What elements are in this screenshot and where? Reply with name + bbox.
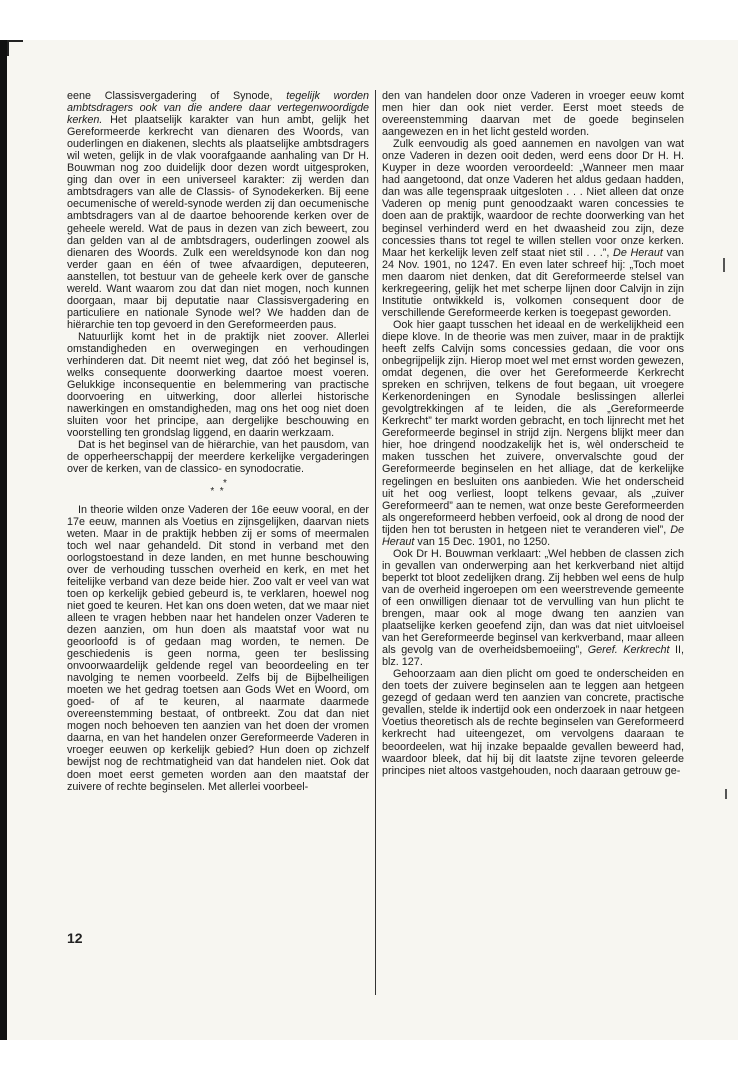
separator-star-1: * — [223, 477, 227, 489]
text-segment: Zulk eenvoudig als goed aannemen en navolgen van wat onze Vaderen in dezen ooit deden, werd eens door Dr H. H. Kuyper in deze woorden veroordeeld: „Wanneer men maar had aangetoond, dat onze Vaderen het aldus gedaan hadden, dan was alle tegenspraak uitgesloten . . . Niet alleen dat onze Vaderen op menig punt genoodzaakt waren concessies te doen aan de praktijk, waardoor de rechte doorwerking van het beginsel verhinderd werd en het dwaasheid zou zijn, deze concessies thans tot regel te willen stellen voor onze kerken. Maar het kerkelijk leven zelf staat niet stil . . .”, — [382, 138, 684, 259]
right-column-text — [382, 90, 684, 777]
book-page — [7, 40, 738, 1068]
text-segment: II, blz. 127. — [382, 644, 684, 669]
text-segment: Het plaatselijk karakter van hun ambt, gelijk het Gereformeerde kerkrecht van dienaren des Woords, van ouderlingen en diakenen, slechts als plaatselijke ambtsdragers wil weten, gelijk in de vlak voorafgaande aanhaling van Dr H. Bouwman nog zoo duidelijk door dezen wordt uitgesproken, ging dan over in een universeel karakter: zij werden dan ambtsdragers van alle de Classis- of Synodekerken. Bij eene oecumenische of wereld-synode werden zij dan oecumenische ambtsdragers van al de daartoe behoorende kerken over de geheele wereld. Wat de paus in dezen van zich beweert, zou dan gelden van al de ambtsdragers, ouderlingen zoowel als dienaren des Woords. Zulk een wereldsynode kon dan nog verder gaan en één of twee afvaardigen, deputeeren, aanstellen, tot bestuur van de geheele kerk over de gansche wereld. Want waarom zou dat dan niet mogen, noch kunnen doorgaan, maar bij deputatie naar Classisvergadering en particuliere en nationale Synode wel? We hadden dan de hiërarchie ten top gevoerd in den Gereformeerden paus. — [67, 114, 369, 331]
paragraph — [382, 668, 684, 776]
left-column — [67, 90, 369, 975]
italic-text-segment: De Heraut — [382, 523, 684, 548]
text-segment: In theorie wilden onze Vaderen der 16e eeuw vooral, en der 17e eeuw, mannen als Voetius en zijnsgelijken, daarvan niets weten. Maar in de praktijk hebben zij er soms of meermalen toch wel naar gehandeld. Dit stond in verband met den oorlogstoestand in deze landen, en met hunne beschouwing over de verhouding tusschen overheid en kerk, en met het feitelijke verband van deze beide hier. Zoo valt er veel van wat toen op kerkelijk gebied gebeurd is, te verklaren, hoewel nog niet goed te keuren. Het kan ons doen weten, dat we maar niet alleen te vragen hebben naar het handelen onzer Vaderen te dezen aanzien, om hun doen als maatstaf voor wat nu geoorloofd is of gedaan mag worden, te nemen. De geschiedenis is geen norma, geen ter beslissing onvoorwaardelijk geldende regel van beoordeeling en ter navolging te nemen voorbeeld. Zelfs bij de Bijbelheiligen moeten we het gedrag toetsen aan Gods Wet en Woord, om goed- of af te keuren, al naarmate daarmede overeenstemming bestaat, of ontbreekt. Zou dat dan niet mogen noch behoeven ten aanzien van het doen der vromen daarna, en van het handelen onzer Gereformeerde Vaderen in vroeger eeuwen op kerkelijk gebied? Hun doen op zichzelf bewijst nog de rechtmatigheid van dat handelen niet. Ook dat doen moet eerst gemeten worden aan den maatstaf der zuivere of rechte beginselen. Met allerlei voorbeel- — [67, 503, 369, 793]
scan-top-margin — [0, 0, 738, 40]
paragraph — [382, 548, 684, 668]
left-column-text-before-stars — [67, 90, 369, 476]
section-separator-stars — [67, 477, 369, 497]
margin-mark — [725, 789, 727, 799]
paragraph — [67, 90, 369, 331]
text-segment: Ook Dr H. Bouwman verklaart: „Wel hebben de classen zich in gevallen van onderwerping aan het kerkverband niet altijd beperkt tot bloot zedelijken drang. Zij hebben wel eens de hulp van de overheid ingeroepen om een weerstrevende gemeente of een onwilligen dienaar tot de vervulling van hun plicht te brengen, maar ook al moge dwang ten aanzien van plaatselijke kerken geoefend zijn, dan was dat niet uitvloeisel van het Gereformeerde beginsel van kerkverband, maar alleen als gevolg van de overheidsbemoeiing”, — [382, 547, 684, 657]
text-segment: Gehoorzaam aan dien plicht om goed te onderscheiden en den toets der zuivere beginselen aan te leggen aan hetgeen gezegd of gedaan werd ten aanzien van concrete, practische gevallen, stelde ik indertijd ook een onderzoek in naar hetgeen Voetius theoretisch als de rechte beginselen van Gereformeerd kerkrecht had uiteengezet, om vervolgens daaraan te beoordeelen, wat hij inzake bepaalde gevallen beweerd had, waardoor bleek, dat hij bij dit laatste zijne tevoren geleerde principes niet altoos vastgehouden, noch daaraan getrouw ge- — [382, 668, 684, 777]
separator-star-3: * — [219, 485, 224, 497]
italic-text-segment: Geref. Kerkrecht — [587, 644, 670, 657]
right-column — [382, 90, 684, 975]
paragraph — [67, 331, 369, 439]
paragraph — [382, 319, 684, 548]
separator-star-2: * — [210, 485, 215, 497]
text-segment: van 24 Nov. 1901, no 1247. En even later schreef hij: „Toch moet men daarom niet denken, dat dit Gereformeerde stelsel van kerkregeering, gelijk het met scherpe lijnen door Calvijn in zijn Institutie ontwikkeld is, volkomen consequent door de verschillende Gereformeerde kerken is toegepast geworden. — [382, 246, 684, 319]
text-segment: Natuurlijk komt het in de praktijk niet zoover. Allerlei omstandigheden en overwegingen en verhoudingen verhinderen dat. Dit neemt niet weg, dat zóó het beginsel is, welks consequente doorwerking daartoe moest voeren. Gelukkige inconsequentie en belemmering van practische doorvoering en uitwerking, door allerlei historische nawerkingen en omstandigheden, mag ons het oog niet doen sluiten voor het principe, aan dergelijke beschouwing en voorstelling ten grondslag liggend, en daarin werkzaam. — [67, 330, 369, 440]
text-segment: Dat is het beginsel van de hiërarchie, van het pausdom, van de opperheerschappij der meerdere kerkelijke vergaderingen over de kerken, van de classico- en synodocratie. — [67, 439, 369, 476]
page-corner-mark — [7, 40, 23, 56]
text-segment: eene Classisvergadering of Synode, — [67, 90, 287, 102]
left-column-text-after-stars — [67, 504, 369, 793]
separator-star-2-3 — [67, 485, 369, 497]
scan-dark-border — [0, 40, 7, 1040]
italic-text-segment: tegelijk worden ambtsdragers ook van die andere daar vertegenwoordigde kerken. — [67, 90, 369, 127]
scan-bottom-margin — [7, 1040, 738, 1068]
column-divider — [375, 90, 376, 995]
margin-mark — [723, 258, 725, 272]
text-segment: Ook hier gaapt tusschen het ideaal en de werkelijkheid een diepe klove. In de theorie was men zuiver, maar in de praktijk heeft zelfs Calvijn soms concessies gedaan, die voor ons onbegrijpelijk zijn. Hierop moet wel met ernst worden gewezen, omdat degenen, die over het Gereformeerde Kerkrecht spreken en schrijven, telkens de fout begaan, uit vroegere Kerkenordeningen en Synodale beslissingen allerlei gevolgtrekkingen af te leiden, die als „Gereformeerde Kerkrecht” ter markt worden gebracht, en toch lijnrecht met het Gereformeerde beginsel in strijd zijn. Nergens blijkt meer dan hier, hoe dringend noodzakelijk het is, wèl onderscheid te maken tusschen het zuivere, onvervalschte goud der Gereformeerde beginselen en het alliage, dat de kerkelijke regelingen en besluiten ons aanbieden. Wie het onderscheid uit het oog verliest, loopt telkens gevaar, als „zuiver Gereformeerd” aan te nemen, wat onze beste Gereformeerden als ongereformeerd hebben verfoeid, ook al drong de nood der tijden hen tot berusten in hetgeen niet te veranderen viel”, — [382, 318, 684, 536]
paragraph — [382, 138, 684, 319]
paragraph — [67, 439, 369, 475]
paragraph — [382, 90, 684, 138]
paragraph — [67, 504, 369, 793]
text-segment: van 15 Dec. 1901, no 1250. — [414, 535, 551, 548]
text-segment: den van handelen door onze Vaderen in vroeger eeuw komt men hier dan ook niet verder. Eerst moet steeds de overeenstemming daarvan met de goede beginselen aangewezen en in het licht gesteld worden. — [382, 90, 684, 139]
page-number: 12 — [67, 930, 83, 946]
italic-text-segment: De Heraut — [613, 246, 663, 259]
